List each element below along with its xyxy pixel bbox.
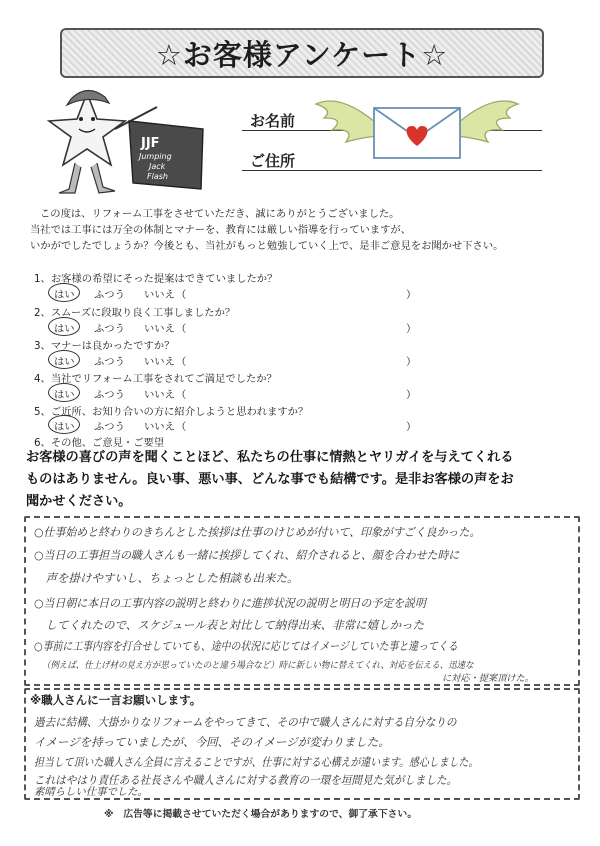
message-line-3: 聞かせください。 — [26, 494, 132, 509]
q3-yes-circle — [48, 350, 80, 369]
q5-yes-circle — [48, 415, 80, 434]
comment-2-line-5: 素晴らしい仕事でした。 — [34, 784, 148, 798]
q3-paren-close: ） — [406, 356, 417, 368]
question-3-options — [50, 353, 420, 367]
q4-option-no[interactable]: いいえ — [144, 389, 175, 401]
craftsman-comment-heading: ※職人さんに一言お願いします。 — [30, 693, 202, 707]
q4-paren-open: （ — [176, 389, 187, 401]
q5-option-yes[interactable]: はい — [54, 421, 75, 433]
question-5: 5、ご近所、お知り合いの方に紹介しようと思われますか？ — [34, 406, 309, 418]
question-1: 1、お客様の希望にそった提案はできていましたか？ — [34, 273, 278, 285]
message-line-1: お客様の喜びの声を聞くことほど、私たちの仕事に情熱とヤリガイを与えてくれる — [26, 450, 514, 465]
q2-yes-circle — [48, 317, 80, 336]
comment-2-line-4: これはやはり責任ある社長さんや職人さんに対する教育の一環を垣間見た気がしました。 — [34, 773, 458, 787]
q5-paren-close: ） — [406, 421, 417, 433]
q1-paren-close: ） — [406, 289, 417, 301]
intro-line-1: この度は、リフォーム工事をさせていただき、誠にありがとうございました。 — [40, 208, 400, 220]
q2-paren-close: ） — [406, 323, 417, 335]
comment-1-line-6: ○事前に工事内容を打合せしていても、途中の状況に応じてはイメージしていた事と違ってくる — [34, 639, 458, 653]
question-4-options — [50, 386, 420, 400]
q4-option-yes[interactable]: はい — [54, 389, 75, 401]
q4-option-normal[interactable]: ふつう — [94, 389, 125, 401]
comment-1-line-2: ○当日の工事担当の職人さんも一緒に挨拶してくれ、紹介されると、顔を合わせた時に — [34, 548, 460, 562]
mascot-star-flag-icon — [45, 85, 215, 200]
winged-envelope-heart-icon — [312, 84, 522, 170]
name-label: お名前 — [250, 112, 296, 130]
q3-option-normal[interactable]: ふつう — [94, 356, 125, 368]
q3-option-no[interactable]: いいえ — [144, 356, 175, 368]
q4-paren-close: ） — [406, 389, 417, 401]
q2-option-normal[interactable]: ふつう — [94, 323, 125, 335]
q2-option-yes[interactable]: はい — [54, 323, 75, 335]
comment-1-line-5: してくれたので、スケジュール表と対比して納得出来、非常に嬉しかった — [34, 618, 425, 632]
title-banner — [60, 28, 544, 78]
comment-1-line-4: ○当日朝に本日の工事内容の説明と終わりに進捗状況の説明と明日の予定を説明 — [34, 596, 426, 610]
q1-option-yes[interactable]: はい — [54, 289, 75, 301]
q1-paren-open: （ — [176, 289, 187, 301]
comment-2-line-2: イメージを持っていましたが、今回、そのイメージが変わりました。 — [34, 735, 390, 749]
footer-note: ※ 広告等に掲載させていただく場合がありますので、御了承下さい。 — [104, 809, 418, 820]
q5-paren-open: （ — [176, 421, 187, 433]
mascot-flag-line-4: Flash — [147, 172, 168, 181]
intro-line-2: 当社では工事には万全の体制とマナーを、教育には厳しい指導を行っていますが、 — [30, 224, 411, 236]
comment-2-line-3: 担当して頂いた職人さん全員に言えることですが、仕事に対する心構えが違います。感心しました。 — [34, 755, 479, 769]
comment-1-small-line-2: に対応・提案頂けた。 — [442, 673, 534, 684]
q2-paren-open: （ — [176, 323, 187, 335]
message-line-2: ものはありません。良い事、悪い事、どんな事でも結構です。是非お客様の声をお — [26, 472, 514, 487]
q3-option-yes[interactable]: はい — [54, 356, 75, 368]
mascot-flag-line-3: Jack — [149, 162, 166, 171]
q5-option-no[interactable]: いいえ — [144, 421, 175, 433]
question-6: 6、その他、ご意見・ご要望 — [34, 437, 165, 449]
q4-yes-circle — [48, 383, 80, 402]
mascot-flag-jjf: JJF — [141, 136, 160, 151]
question-5-options — [50, 418, 420, 432]
comment-1-line-3: 声を掛けやすいし、ちょっとした相談も出来た。 — [34, 571, 299, 585]
q5-option-normal[interactable]: ふつう — [94, 421, 125, 433]
q3-paren-open: （ — [176, 356, 187, 368]
question-2-options — [50, 320, 420, 334]
intro-line-3: いかがでしたでしょうか？今後とも、当社がもっと勉強していく上で、是非ご意見をお聞かせ下さい。 — [30, 240, 504, 252]
address-field-line[interactable] — [242, 170, 542, 171]
comment-1-small-line-1: （例えば、仕上げ材の見え方が思っていたのと違う場合など）時に新しい物に替えてくれ、対応を伝える、迅速な — [42, 660, 474, 671]
q1-option-normal[interactable]: ふつう — [94, 289, 125, 301]
question-2: 2、スムーズに段取り良く工事しましたか？ — [34, 307, 236, 319]
question-3: 3、マナーは良かったですか？ — [34, 340, 175, 352]
q2-option-no[interactable]: いいえ — [144, 323, 175, 335]
mascot-flag-line-2: Jumping — [139, 152, 172, 161]
q1-yes-circle — [48, 283, 80, 302]
page-title: ☆お客様アンケート☆ — [155, 37, 449, 72]
question-4: 4、当社でリフォーム工事をされてご満足でしたか？ — [34, 373, 277, 385]
address-label: ご住所 — [250, 152, 296, 170]
comment-1-line-1: ○仕事始めと終わりのきちんとした挨拶は仕事のけじめが付いて、印象がすごく良かった。 — [34, 525, 481, 539]
question-1-options — [50, 286, 420, 300]
q1-option-no[interactable]: いいえ — [144, 289, 175, 301]
comment-2-line-1: 過去に結構、大掛かりなリフォームをやってきて、その中で職人さんに対する自分なりの — [34, 715, 457, 729]
